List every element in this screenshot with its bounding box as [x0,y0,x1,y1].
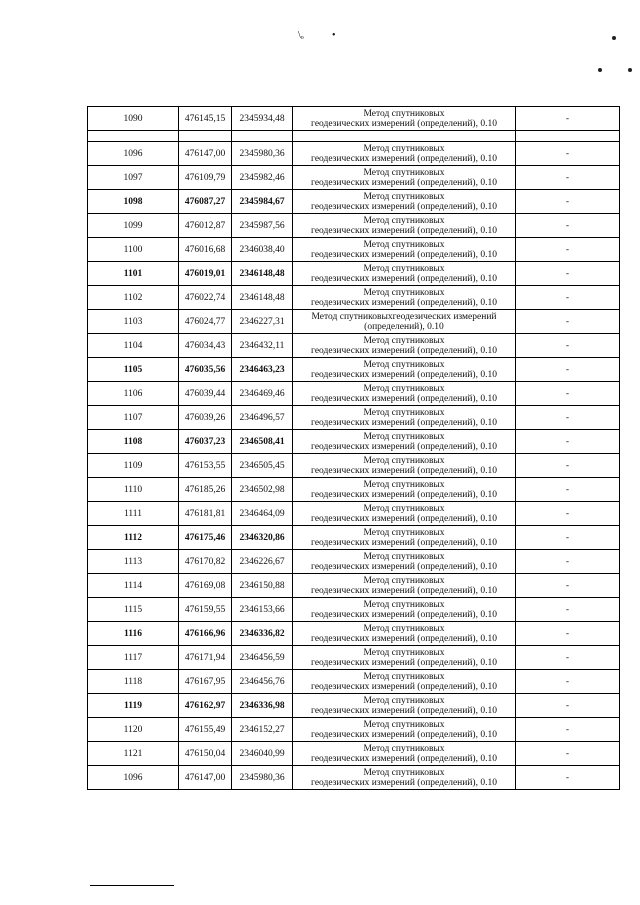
table-row [88,742,620,766]
method-line-2: геодезических измерений (определений), 0.10 [311,201,497,212]
point-number: 1121 [88,742,179,766]
spacer-cell [516,131,620,142]
method-line-1: Метод спутниковых [363,671,445,682]
coordinate-x: 476167,95 [179,670,232,694]
method-line-1: Метод спутниковых [363,575,445,586]
coordinate-y: 2346469,46 [232,382,293,406]
coordinate-x: 476019,01 [179,262,232,286]
point-number: 1107 [88,406,179,430]
note-cell: - [516,478,620,502]
method-line-1: Метод спутниковых [363,263,445,274]
table-row [88,238,620,262]
method-line-2: геодезических измерений (определений), 0.10 [311,273,497,284]
point-number: 1098 [88,190,179,214]
table-row [88,262,620,286]
point-number: 1112 [88,526,179,550]
coordinate-y: 2345980,36 [232,766,293,790]
note-cell: - [516,286,620,310]
table-row [88,358,620,382]
method-line-2: геодезических измерений (определений), 0.10 [311,441,497,452]
method-line-2: геодезических измерений (определений), 0.10 [311,633,497,644]
coordinate-y: 2346336,82 [232,622,293,646]
coordinate-x: 476162,97 [179,694,232,718]
method-line-2: геодезических измерений (определений), 0.10 [311,249,497,260]
method-cell [293,214,516,238]
method-line-2: геодезических измерений (определений), 0.10 [311,297,497,308]
coordinate-y: 2346508,41 [232,430,293,454]
point-number: 1117 [88,646,179,670]
table-row [88,286,620,310]
method-cell [293,334,516,358]
point-number: 1113 [88,550,179,574]
method-line-2: геодезических измерений (определений), 0.10 [311,657,497,668]
method-line-1: Метод спутниковых [363,215,445,226]
table-row [88,430,620,454]
note-cell: - [516,574,620,598]
method-line-1: Метод спутниковых [363,623,445,634]
note-cell: - [516,142,620,166]
note-cell: - [516,502,620,526]
coordinate-x: 476022,74 [179,286,232,310]
table-row [88,334,620,358]
coordinate-y: 2345984,67 [232,190,293,214]
table-row [88,214,620,238]
coordinate-y: 2346148,48 [232,262,293,286]
method-cell [293,526,516,550]
coordinate-x: 476171,94 [179,646,232,670]
coordinate-x: 476159,55 [179,598,232,622]
point-number: 1114 [88,574,179,598]
point-number: 1100 [88,238,179,262]
table-row [88,406,620,430]
method-line-2: геодезических измерений (определений), 0.10 [311,609,497,620]
point-number: 1104 [88,334,179,358]
method-line-1: Метод спутниковых [363,719,445,730]
note-cell: - [516,310,620,334]
method-cell [293,598,516,622]
scan-dot-icon [612,36,616,40]
table-row [88,622,620,646]
method-line-2: геодезических измерений (определений), 0.10 [311,118,497,129]
note-cell: - [516,694,620,718]
method-line-1: Метод спутниковых [363,647,445,658]
spacer-cell [179,131,232,142]
note-cell: - [516,166,620,190]
note-cell: - [516,622,620,646]
point-number: 1115 [88,598,179,622]
coordinate-x: 476147,00 [179,766,232,790]
method-line-1: Метод спутниковых [363,383,445,394]
point-number: 1106 [88,382,179,406]
table-row [88,142,620,166]
note-cell: - [516,646,620,670]
table-spacer-row [88,131,620,142]
note-cell: - [516,670,620,694]
table-row [88,166,620,190]
table-row [88,382,620,406]
method-cell [293,406,516,430]
note-cell: - [516,550,620,574]
footer-rule [90,885,174,886]
coordinate-x: 476175,46 [179,526,232,550]
coordinates-table [87,106,620,790]
note-cell: - [516,238,620,262]
method-line-2: геодезических измерений (определений), 0.10 [311,705,497,716]
coordinate-y: 2346152,27 [232,718,293,742]
note-cell: - [516,214,620,238]
method-line-2: геодезических измерений (определений), 0.10 [311,729,497,740]
table-row [88,310,620,334]
method-cell [293,107,516,131]
method-line-2: геодезических измерений (определений), 0.10 [311,177,497,188]
method-cell [293,142,516,166]
note-cell: - [516,742,620,766]
method-cell [293,766,516,790]
table-row [88,502,620,526]
coordinate-y: 2345934,48 [232,107,293,131]
table-row [88,718,620,742]
coordinate-x: 476185,26 [179,478,232,502]
coordinate-y: 2346320,86 [232,526,293,550]
coordinate-y: 2346505,45 [232,454,293,478]
method-line-2: геодезических измерений (определений), 0.10 [311,369,497,380]
method-cell [293,646,516,670]
note-cell: - [516,430,620,454]
note-cell: - [516,334,620,358]
note-cell: - [516,382,620,406]
point-number: 1105 [88,358,179,382]
coordinate-y: 2346496,57 [232,406,293,430]
method-line-1: Метод спутниковых [363,359,445,370]
method-cell [293,382,516,406]
coordinate-x: 476039,44 [179,382,232,406]
coordinate-y: 2346432,11 [232,334,293,358]
method-line-2: геодезических измерений (определений), 0.10 [311,393,497,404]
coordinate-x: 476169,08 [179,574,232,598]
coordinate-y: 2346463,23 [232,358,293,382]
method-line-2: геодезических измерений (определений), 0.10 [311,753,497,764]
method-line-2: геодезических измерений (определений), 0.10 [311,681,497,692]
coordinate-x: 476166,96 [179,622,232,646]
method-cell [293,190,516,214]
method-line-1: Метод спутниковых [363,143,445,154]
method-cell [293,574,516,598]
header-scan-mark: \ₒ [298,30,304,41]
method-cell [293,718,516,742]
method-cell [293,742,516,766]
point-number: 1101 [88,262,179,286]
method-cell [293,310,516,334]
table-row [88,550,620,574]
method-line-1: Метод спутниковых [363,695,445,706]
coordinate-y: 2345987,56 [232,214,293,238]
method-cell [293,622,516,646]
table-row [88,646,620,670]
method-line-1: Метод спутниковых [363,551,445,562]
coordinate-x: 476016,68 [179,238,232,262]
point-number: 1096 [88,142,179,166]
method-cell [293,454,516,478]
method-line-1: Метод спутниковых [363,503,445,514]
method-cell [293,550,516,574]
method-line-1: Метод спутниковых [363,239,445,250]
note-cell: - [516,190,620,214]
method-line-1: Метод спутниковых [363,167,445,178]
note-cell: - [516,598,620,622]
point-number: 1110 [88,478,179,502]
point-number: 1097 [88,166,179,190]
spacer-cell [232,131,293,142]
scan-dot-icon [628,68,632,72]
method-line-2: геодезических измерений (определений), 0.10 [311,777,497,788]
point-number: 1111 [88,502,179,526]
method-line-2: геодезических измерений (определений), 0.10 [311,417,497,428]
coordinate-x: 476035,56 [179,358,232,382]
coordinate-x: 476181,81 [179,502,232,526]
coordinate-y: 2346227,31 [232,310,293,334]
method-cell [293,430,516,454]
note-cell: - [516,718,620,742]
method-cell [293,478,516,502]
method-cell [293,286,516,310]
method-cell [293,262,516,286]
note-cell: - [516,358,620,382]
method-line-1: Метод спутниковых [363,191,445,202]
method-cell [293,238,516,262]
coordinate-x: 476147,00 [179,142,232,166]
coordinate-x: 476155,49 [179,718,232,742]
scan-dot-icon [598,68,602,72]
table-row [88,766,620,790]
method-line-1: Метод спутниковых [363,108,445,119]
coordinate-x: 476037,23 [179,430,232,454]
method-line-2: геодезических измерений (определений), 0.10 [311,465,497,476]
coordinate-x: 476145,15 [179,107,232,131]
coordinate-y: 2346040,99 [232,742,293,766]
method-line-2: геодезических измерений (определений), 0.10 [311,585,497,596]
point-number: 1120 [88,718,179,742]
coordinate-y: 2345982,46 [232,166,293,190]
point-number: 1099 [88,214,179,238]
table-row [88,598,620,622]
table-row [88,574,620,598]
method-line-2: (определений), 0.10 [364,321,444,332]
coordinate-y: 2346464,09 [232,502,293,526]
table-row [88,190,620,214]
point-number: 1119 [88,694,179,718]
method-line-1: Метод спутниковых [363,431,445,442]
point-number: 1108 [88,430,179,454]
spacer-cell [293,131,516,142]
coordinate-x: 476034,43 [179,334,232,358]
method-line-2: геодезических измерений (определений), 0.10 [311,225,497,236]
table-row [88,107,620,131]
method-line-1: Метод спутниковых [363,479,445,490]
note-cell: - [516,262,620,286]
note-cell: - [516,406,620,430]
header-scan-dot: • [332,30,336,41]
coordinate-y: 2346456,59 [232,646,293,670]
point-number: 1090 [88,107,179,131]
method-line-2: геодезических измерений (определений), 0.10 [311,345,497,356]
point-number: 1103 [88,310,179,334]
coordinate-x: 476150,04 [179,742,232,766]
coordinate-y: 2346226,67 [232,550,293,574]
method-cell [293,502,516,526]
method-cell [293,670,516,694]
method-line-2: геодезических измерений (определений), 0.10 [311,513,497,524]
method-line-1: Метод спутниковыхгеодезических измерений [311,311,497,322]
method-line-2: геодезических измерений (определений), 0.10 [311,561,497,572]
point-number: 1116 [88,622,179,646]
note-cell: - [516,454,620,478]
method-line-1: Метод спутниковых [363,527,445,538]
point-number: 1096 [88,766,179,790]
method-line-1: Метод спутниковых [363,407,445,418]
note-cell: - [516,766,620,790]
method-line-2: геодезических измерений (определений), 0.10 [311,537,497,548]
coordinate-x: 476170,82 [179,550,232,574]
coordinate-y: 2346148,48 [232,286,293,310]
coordinate-y: 2346502,98 [232,478,293,502]
method-cell [293,694,516,718]
method-line-1: Метод спутниковых [363,743,445,754]
method-line-2: геодезических измерений (определений), 0.10 [311,489,497,500]
coordinate-x: 476153,55 [179,454,232,478]
note-cell: - [516,107,620,131]
table-row [88,694,620,718]
coordinate-x: 476109,79 [179,166,232,190]
method-line-1: Метод спутниковых [363,599,445,610]
method-line-1: Метод спутниковых [363,455,445,466]
coordinate-y: 2346456,76 [232,670,293,694]
table-row [88,670,620,694]
coordinate-y: 2346150,88 [232,574,293,598]
table-row [88,526,620,550]
spacer-cell [88,131,179,142]
coordinate-y: 2346336,98 [232,694,293,718]
method-cell [293,358,516,382]
method-line-1: Метод спутниковых [363,287,445,298]
coordinate-x: 476087,27 [179,190,232,214]
method-line-2: геодезических измерений (определений), 0.10 [311,153,497,164]
coordinate-y: 2346038,40 [232,238,293,262]
coordinate-y: 2346153,66 [232,598,293,622]
method-line-1: Метод спутниковых [363,335,445,346]
coordinate-y: 2345980,36 [232,142,293,166]
table-row [88,454,620,478]
note-cell: - [516,526,620,550]
table-row [88,478,620,502]
method-line-1: Метод спутниковых [363,767,445,778]
coordinate-x: 476039,26 [179,406,232,430]
point-number: 1109 [88,454,179,478]
coordinate-x: 476024,77 [179,310,232,334]
coordinate-x: 476012,87 [179,214,232,238]
method-cell [293,166,516,190]
point-number: 1102 [88,286,179,310]
point-number: 1118 [88,670,179,694]
